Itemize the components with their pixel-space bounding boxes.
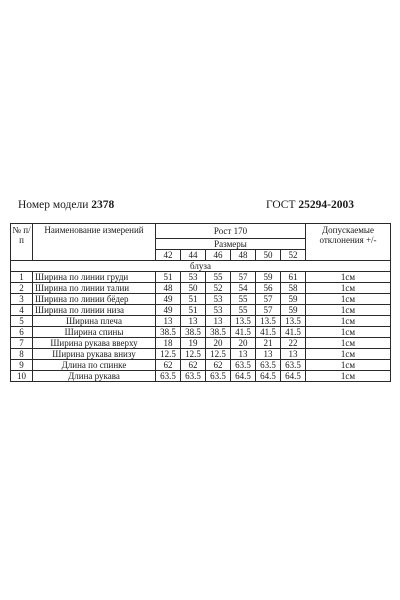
measurement-value: 13.5 (256, 316, 281, 327)
table-row (11, 327, 391, 338)
measurement-value: 13 (206, 316, 231, 327)
measurement-value: 20 (231, 338, 256, 349)
measurement-value: 53 (206, 294, 231, 305)
measurement-name: Ширина спины (33, 327, 156, 338)
measurement-value: 64.5 (281, 371, 306, 382)
measurement-name: Ширина по линии низа (33, 305, 156, 316)
table-row (11, 305, 391, 316)
size-header-cell: 50 (256, 250, 281, 261)
tolerance-value: 1см (306, 305, 391, 316)
measurement-value: 63.5 (231, 360, 256, 371)
measurement-value: 56 (256, 283, 281, 294)
measurement-value: 21 (256, 338, 281, 349)
model-number-line (18, 199, 114, 211)
table-row (11, 349, 391, 360)
row-number: 6 (11, 327, 33, 338)
measurement-value: 49 (156, 294, 181, 305)
table-row (11, 371, 391, 382)
table-row (11, 338, 391, 349)
measurement-value: 13 (181, 316, 206, 327)
measurement-value: 59 (281, 294, 306, 305)
measurement-value: 38.5 (181, 327, 206, 338)
measurement-value: 61 (281, 272, 306, 283)
measurement-name: Ширина рукава внизу (33, 349, 156, 360)
measurement-value: 64.5 (256, 371, 281, 382)
tolerance-value: 1см (306, 360, 391, 371)
measurement-value: 13 (256, 349, 281, 360)
measurement-value: 12.5 (156, 349, 181, 360)
measurement-value: 22 (281, 338, 306, 349)
measurement-value: 63.5 (281, 360, 306, 371)
row-number: 10 (11, 371, 33, 382)
row-number: 3 (11, 294, 33, 305)
measurement-value: 38.5 (206, 327, 231, 338)
measurement-value: 57 (256, 305, 281, 316)
gost-label: ГОСТ (266, 199, 296, 211)
measurement-value: 19 (181, 338, 206, 349)
measurement-value: 59 (281, 305, 306, 316)
tolerance-value: 1см (306, 316, 391, 327)
measurement-value: 55 (231, 294, 256, 305)
tolerance-value: 1см (306, 338, 391, 349)
measurement-value: 57 (231, 272, 256, 283)
row-number: 4 (11, 305, 33, 316)
gost-line (266, 199, 354, 211)
section-row (11, 261, 391, 272)
size-chart-table (10, 223, 391, 382)
size-header-cell: 42 (156, 250, 181, 261)
measurement-name: Ширина плеча (33, 316, 156, 327)
row-number: 9 (11, 360, 33, 371)
row-number: 2 (11, 283, 33, 294)
measurement-value: 53 (181, 272, 206, 283)
measurement-value: 58 (281, 283, 306, 294)
measurement-value: 62 (206, 360, 231, 371)
measurement-value: 49 (156, 305, 181, 316)
measurement-name: Длина по спинке (33, 360, 156, 371)
col-num-header: № п/п (11, 224, 33, 261)
measurement-value: 53 (206, 305, 231, 316)
measurement-value: 13 (156, 316, 181, 327)
row-number: 1 (11, 272, 33, 283)
model-number: 2378 (91, 199, 115, 211)
tolerance-value: 1см (306, 283, 391, 294)
measurement-value: 51 (181, 305, 206, 316)
measurement-value: 63.5 (156, 371, 181, 382)
document-header (18, 199, 380, 215)
measurement-value: 64.5 (231, 371, 256, 382)
tolerance-value: 1см (306, 349, 391, 360)
measurement-value: 54 (231, 283, 256, 294)
measurement-value: 38.5 (156, 327, 181, 338)
measurement-value: 12.5 (206, 349, 231, 360)
measurement-name: Ширина по линии талии (33, 283, 156, 294)
table-head-row (11, 224, 391, 239)
measurement-name: Ширина по линии бёдер (33, 294, 156, 305)
table-row (11, 272, 391, 283)
gost-number: 25294-2003 (298, 199, 354, 211)
measurement-value: 41.5 (231, 327, 256, 338)
tolerance-value: 1см (306, 371, 391, 382)
table-row (11, 316, 391, 327)
measurement-name: Ширина рукава вверху (33, 338, 156, 349)
measurement-value: 50 (181, 283, 206, 294)
measurement-value: 62 (181, 360, 206, 371)
measurement-name: Ширина по линии груди (33, 272, 156, 283)
measurement-value: 63.5 (206, 371, 231, 382)
section-label: блуза (11, 261, 391, 272)
tolerance-header: Допускаемые отклонения +/- (306, 224, 391, 261)
measurement-value: 13.5 (231, 316, 256, 327)
row-number: 8 (11, 349, 33, 360)
measurement-name: Длина рукава (33, 371, 156, 382)
measurement-value: 51 (181, 294, 206, 305)
measurement-value: 59 (256, 272, 281, 283)
measurement-value: 41.5 (256, 327, 281, 338)
size-header-cell: 48 (231, 250, 256, 261)
measurement-value: 41.5 (281, 327, 306, 338)
height-header: Рост 170 (156, 224, 306, 239)
row-number: 7 (11, 338, 33, 349)
measurement-value: 55 (206, 272, 231, 283)
size-header-cell: 44 (181, 250, 206, 261)
size-header-cell: 46 (206, 250, 231, 261)
measurement-value: 20 (206, 338, 231, 349)
measurement-value: 13 (231, 349, 256, 360)
tolerance-value: 1см (306, 327, 391, 338)
measurement-value: 63.5 (256, 360, 281, 371)
table-row (11, 283, 391, 294)
measurement-value: 63.5 (181, 371, 206, 382)
size-header-cell: 52 (281, 250, 306, 261)
tolerance-value: 1см (306, 272, 391, 283)
table-row (11, 294, 391, 305)
measurement-value: 12.5 (181, 349, 206, 360)
measurement-value: 55 (231, 305, 256, 316)
measurement-value: 48 (156, 283, 181, 294)
measurement-value: 13 (281, 349, 306, 360)
row-number: 5 (11, 316, 33, 327)
measurement-value: 18 (156, 338, 181, 349)
measurement-value: 52 (206, 283, 231, 294)
measurement-value: 51 (156, 272, 181, 283)
measurement-value: 13.5 (281, 316, 306, 327)
measurement-value: 62 (156, 360, 181, 371)
measurement-value: 57 (256, 294, 281, 305)
tolerance-value: 1см (306, 294, 391, 305)
col-name-header: Наименование измерений (33, 224, 156, 261)
sizes-header: Размеры (156, 239, 306, 250)
table-row (11, 360, 391, 371)
model-label: Номер модели (18, 199, 89, 211)
